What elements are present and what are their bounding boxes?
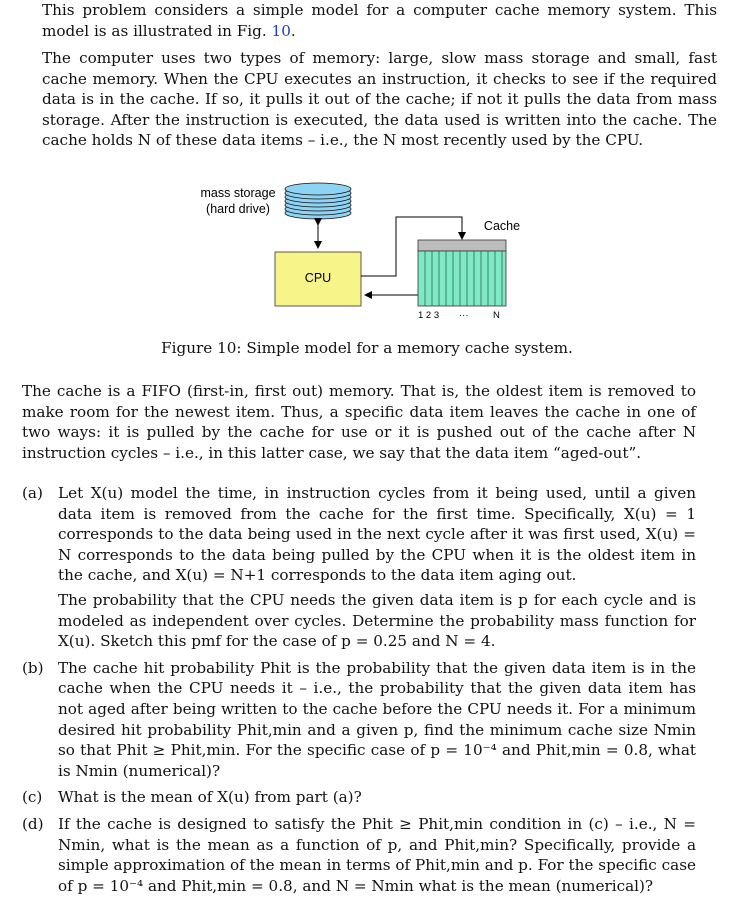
question-b: [22, 658, 696, 782]
cache-diagram: [0, 175, 734, 335]
question-a-label: (a): [22, 484, 43, 502]
question-a-text-1: Let X(u) model the time, in instruction cycles from it being used, until a given data item is removed from the cache for the first time. Specifically, X(u) = 1 corresponds to the data being used in the next cycle after it was first used, X(u) = N corresponds to the data being pulled by the CPU when it is the oldest item in the cache, and X(u) = N+1 corresponds to the data item aging out.: [58, 484, 696, 585]
intro-paragraph-2: The computer uses two types of memory: large, slow mass storage and small, fast cache memory. When the CPU executes an instruction, it checks to see if the required data is in the cache. If so, it pulls it out of the cache; if not it pulls the data from mass storage. After the instruction is executed, the data used is written into the cache. The cache holds N of these data items – i.e., the N most recently used by the CPU.: [42, 49, 717, 150]
cache-figure: [0, 175, 734, 375]
question-d-text: If the cache is designed to satisfy the Phit ≥ Phit,min condition in (c) – i.e., N = Nmin, what is the mean as a function of p, and Phit,min? Specifically, provide a simple approximation of the mean in terms of Phit,min and p. For the specific case of p = 10⁻⁴ and Phit,min = 0.8, and N = Nmin what is the mean (numerical)?: [58, 814, 696, 895]
question-list: [22, 483, 696, 902]
fifo-paragraph: The cache is a FIFO (first-in, first out) memory. That is, the oldest item is removed to make room for the newest item. Thus, a specific data item leaves the cache in one of two ways: it is pulled by the cache for use or it is pushed out of the cache after N instruction cycles – i.e., in this latter case, we say that the data item “aged-out”.: [22, 382, 696, 462]
intro-text-1-end: .: [290, 21, 296, 40]
question-b-text: The cache hit probability Phit is the probability that the given data item is in the cache when the CPU needs it – i.e., the probability that the given data item has not aged after being written to the cache before the CPU needs it. For a minimum desired hit probability Phit,min and a given p, find the minimum cache size Nmin so that Phit ≥ Phit,min. For the specific case of p = 10⁻⁴ and Phit,min = 0.8, what is Nmin (numerical)?: [58, 658, 696, 780]
slot-ellipsis: ···: [459, 310, 469, 321]
cache-body: [418, 251, 506, 306]
intro-paragraph-1: [42, 0, 717, 41]
slot-numbers: 1 2 3: [418, 310, 440, 321]
cache-top-bar: [418, 240, 506, 251]
question-d-label: (d): [22, 814, 44, 833]
question-c-label: (c): [22, 788, 43, 807]
question-a: [22, 483, 696, 652]
question-b-label: (b): [22, 658, 44, 677]
hard-drive-icon: [285, 183, 351, 219]
cache-label: Cache: [483, 219, 521, 233]
mass-storage-label-2: (hard drive): [206, 202, 270, 216]
question-d: [22, 814, 696, 896]
mass-storage-label-1: mass storage: [200, 186, 276, 200]
question-c-text: What is the mean of X(u) from part (a)?: [58, 788, 362, 807]
figure-reference-link[interactable]: 10: [271, 21, 291, 40]
slot-n-label: N: [493, 310, 500, 321]
question-a-text-2: The probability that the CPU needs the given data item is p for each cycle and is modeled as independent over cycles. Determine the probability mass function for X(u). Sketch this pmf for the case of p = 0.25 and N = 4.: [58, 590, 696, 651]
question-c: [22, 787, 696, 808]
intro-text-1: This problem considers a simple model for a computer cache memory system. This model is as illustrated in Fig.: [42, 1, 717, 40]
figure-caption: Figure 10: Simple model for a memory cache system.: [161, 339, 573, 357]
cpu-label: CPU: [304, 271, 332, 285]
